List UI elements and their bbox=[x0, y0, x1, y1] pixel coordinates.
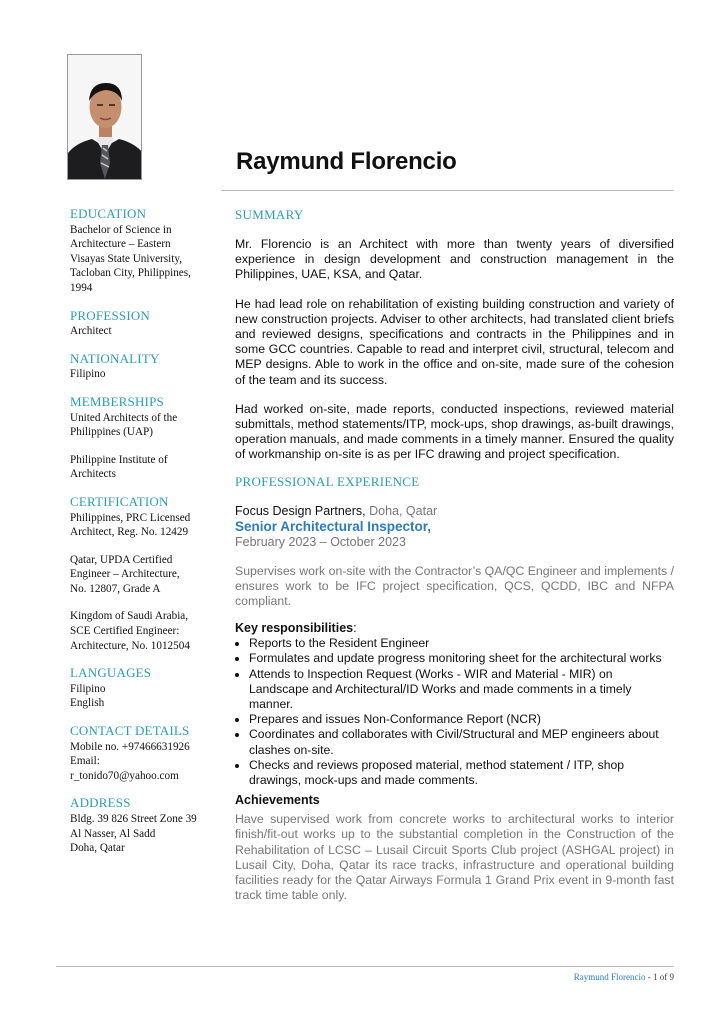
job-period: February 2023 – October 2023 bbox=[235, 534, 406, 549]
education-line: Bachelor of Science in bbox=[70, 223, 172, 236]
language-item: English bbox=[70, 697, 105, 710]
membership-item bbox=[70, 411, 218, 440]
job-title: Senior Architectural Inspector, bbox=[235, 518, 432, 534]
memberships-section bbox=[70, 395, 218, 482]
membership-item bbox=[70, 453, 218, 482]
address-line: Al Nasser, Al Sadd bbox=[70, 827, 156, 840]
summary-paragraph: Had worked on-site, made reports, conducted inspections, reviewed material submittals, method statements/ITP, mock-ups, shop drawings, as-built drawings, operation manuals, and made comments in a timely manner. Ensured the quality of workmanship on-site is as per IFC drawing and project specification. bbox=[235, 401, 674, 462]
membership-line: Philippines (UAP) bbox=[70, 426, 153, 439]
contact-heading: CONTACT DETAILS bbox=[70, 723, 190, 739]
profile-photo bbox=[67, 54, 142, 180]
certification-item bbox=[70, 511, 218, 540]
summary-heading: SUMMARY bbox=[235, 207, 304, 222]
page-footer bbox=[574, 972, 674, 982]
certification-heading: CERTIFICATION bbox=[70, 493, 169, 509]
portrait-image bbox=[68, 55, 142, 180]
responsibilities-list bbox=[235, 636, 674, 788]
key-responsibilities-label: Key responsibilities bbox=[235, 621, 354, 636]
address-line: Doha, Qatar bbox=[70, 842, 125, 855]
membership-line: United Architects of the bbox=[70, 411, 178, 424]
contact-section bbox=[70, 724, 218, 783]
certification-line: Philippines, PRC Licensed bbox=[70, 511, 191, 524]
certification-line: Qatar, UPDA Certified bbox=[70, 553, 173, 566]
language-item: Filipino bbox=[70, 682, 106, 695]
list-item: • Coordinates and collaborates with Civil/Structural and MEP engineers about clashes on-site. bbox=[249, 727, 674, 757]
key-responsibilities-colon: : bbox=[353, 621, 357, 636]
address-section bbox=[70, 796, 218, 855]
contact-email[interactable]: r_tonido70@yahoo.com bbox=[70, 769, 179, 782]
education-line: Tacloban City, Philippines, bbox=[70, 267, 191, 280]
page-number: - 1 of 9 bbox=[647, 972, 674, 982]
main-content bbox=[235, 207, 674, 904]
certification-line: SCE Certified Engineer: bbox=[70, 625, 180, 638]
languages-heading: LANGUAGES bbox=[70, 665, 152, 681]
education-heading: EDUCATION bbox=[70, 206, 147, 221]
languages-section bbox=[70, 666, 218, 711]
list-item: • Prepares and issues Non-Conformance Report (NCR) bbox=[249, 712, 674, 727]
contact-email-label: Email: bbox=[70, 755, 100, 768]
company-line bbox=[235, 504, 674, 519]
membership-line: Architects bbox=[70, 468, 116, 481]
achievements-heading: Achievements bbox=[235, 793, 320, 808]
address-line: Bldg. 39 826 Street Zone 39 bbox=[70, 813, 197, 825]
key-responsibilities-heading bbox=[235, 621, 674, 636]
certification-line: Architect, Reg. No. 12429 bbox=[70, 526, 189, 539]
profession-section bbox=[70, 309, 218, 339]
job-description: Supervises work on-site with the Contractor’s QA/QC Engineer and implements / ensures work to be IFC project specification, QCS, QCDD, IBC and NFPA compliant. bbox=[235, 563, 675, 609]
list-item: • Attends to Inspection Request (Works - WIR and Material - MIR) on Landscape and Architectural/ID Works and made comments in a timely manner. bbox=[249, 667, 674, 713]
achievements-text: Have supervised work from concrete works to architectural works to interior finish/fit-out works up to the substantial completion in the Construction of the Rehabilitation of LCSC – Lusail Circuit Sports Club project (ASHGAL project) in Lusail City, Doha, Qatar its race tracks, infrastructure and operational building facilities ready for the Qatar Airways Formula 1 Grand Prix event in 9-month fast track time table only. bbox=[235, 812, 674, 903]
certification-line: Engineer – Architecture, bbox=[70, 568, 180, 581]
nationality-section bbox=[70, 352, 218, 382]
experience-heading: PROFESSIONAL EXPERIENCE bbox=[235, 473, 420, 489]
profession-value: Architect bbox=[70, 325, 112, 338]
education-line: Visayas State University, bbox=[70, 252, 183, 265]
membership-line: Philippine Institute of bbox=[70, 453, 168, 466]
company-name: Focus Design Partners, bbox=[235, 503, 366, 518]
nationality-heading: NATIONALITY bbox=[70, 350, 160, 366]
certification-item bbox=[70, 553, 218, 597]
list-item: • Formulates and update progress monitoring sheet for the architectural works bbox=[249, 651, 674, 666]
list-item: • Checks and reviews proposed material, method statement / ITP, shop drawings, mock-ups and made comments. bbox=[249, 758, 674, 788]
footer-name: Raymund Florencio bbox=[573, 972, 646, 982]
summary-paragraph: Mr. Florencio is an Architect with more than twenty years of diversified experience in design development and construction management in the Philippines, UAE, KSA, and Qatar. bbox=[235, 237, 674, 282]
header-divider bbox=[221, 190, 674, 191]
candidate-name: Raymund Florencio bbox=[236, 148, 457, 175]
education-line: Architecture – Eastern bbox=[70, 238, 171, 251]
sidebar bbox=[70, 207, 218, 869]
list-item: • Reports to the Resident Engineer bbox=[249, 636, 674, 651]
certification-item bbox=[70, 609, 218, 653]
certification-section bbox=[70, 495, 218, 653]
summary-paragraph: He had lead role on rehabilitation of existing building construction and variety of new construction projects. Adviser to other architects, had translated client briefs and reviewed designs, specifications and contracts in the Philippines and in some GCC countries. Capable to read and interpret civil, structural, telecom and MEP designs. Able to work in the office and on-site, made sure of the cohesion of the team and its success. bbox=[235, 296, 674, 387]
education-section bbox=[70, 207, 218, 296]
certification-line: Kingdom of Saudi Arabia, bbox=[70, 610, 189, 623]
footer-divider bbox=[56, 966, 674, 967]
nationality-value: Filipino bbox=[70, 368, 106, 381]
education-line: 1994 bbox=[70, 281, 93, 294]
certification-line: Architecture, No. 1012504 bbox=[70, 639, 190, 652]
contact-mobile: Mobile no. +97466631926 bbox=[70, 740, 190, 753]
address-heading: ADDRESS bbox=[70, 795, 131, 811]
company-location: Doha, Qatar bbox=[369, 503, 438, 518]
profession-heading: PROFESSION bbox=[70, 307, 151, 323]
memberships-heading: MEMBERSHIPS bbox=[70, 393, 164, 409]
certification-line: No. 12807, Grade A bbox=[70, 582, 161, 595]
